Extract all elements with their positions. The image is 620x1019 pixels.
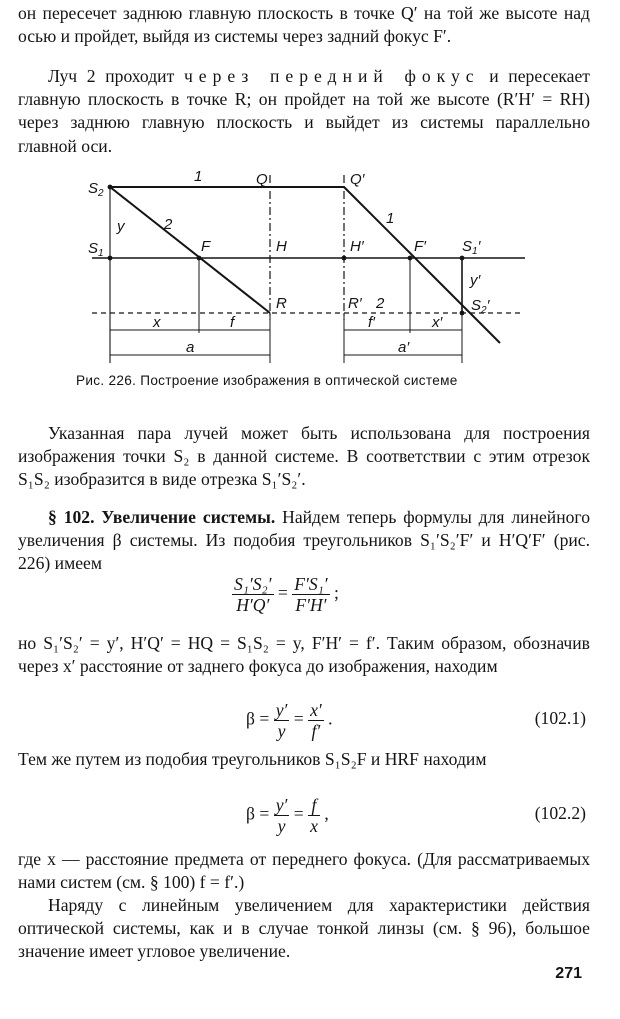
label-ray-1: 1 [194, 168, 203, 185]
label-a-prime: a′ [398, 339, 410, 356]
paragraph-2 [18, 65, 590, 158]
label-ray-2: 2 [164, 216, 173, 233]
section-number: § 102. [48, 507, 95, 527]
label-R: R [276, 295, 287, 312]
eq1-n2: x′ [310, 700, 322, 720]
section-title: Увеличение системы. [101, 507, 276, 527]
eq-ratio-right-num: F′S₁′ [294, 574, 328, 594]
eq1-tail: . [328, 708, 333, 729]
eq2-n2: f [308, 795, 320, 816]
paragraph-4: но S₁′S₂′ = y′, H′Q′ = HQ = S₁S₂ = y, F′H′ = f′. Таким образом, обозначив через x′ расстояние от заднего фокуса до изображения, находим [18, 633, 590, 677]
label-a: a [186, 339, 195, 356]
eq1-n1: y′ [275, 700, 288, 720]
equation-102-2: β = $\frac{y'}{y}$ = $\frac{f}{x}$ , [246, 795, 329, 836]
figure-caption: Рис. 226. Построение изображения в оптической системе [76, 373, 458, 388]
point-F [197, 256, 202, 261]
paragraph-2-lead: Луч 2 проходит [48, 66, 175, 86]
label-Q: Q [256, 171, 268, 188]
point-S1-prime [460, 256, 465, 261]
section-intro-text: Найдем теперь формулы для линейного увеличения β системы. Из подобия треугольников S₁′S₂′F′ и H′Q′F′ (рис. 226) имеем [18, 507, 591, 574]
paragraph-3: Указанная пара лучей может быть использована для построения изображения точки S₂ в данной системе. В соответствии с этим отрезок S₁S₂ изобразится в виде отрезка S₁′S₂′. [18, 423, 590, 490]
eq-ratio-left-den: H′Q′ [236, 595, 270, 615]
label-x: x [153, 314, 161, 331]
point-H-prime [342, 256, 347, 261]
eq2-n1: y′ [275, 795, 288, 815]
paragraph-7: Наряду с линейным увеличением для характеристики действия оптической системы, как и в случае тонкой линзы (см. § 96), большое значение имеет угловое увеличение. [18, 895, 590, 962]
paragraph-6: где x — расстояние предмета от переднего фокуса. (Для рассматриваемых нами систем (см. § 100) f = f′.) [18, 849, 590, 893]
equation-102-2-label: (102.2) [534, 803, 586, 823]
ray-2-line [110, 187, 270, 313]
eq-ratio-right-den: F′H′ [295, 595, 327, 615]
eq2-tail: , [324, 803, 329, 824]
eq1-beta: β = [246, 708, 270, 729]
label-F: F [201, 238, 211, 255]
label-Q-prime: Q′ [350, 171, 365, 188]
section-102-paragraph [18, 506, 590, 576]
paragraph-2-spaced: через передний фокус [183, 66, 480, 86]
point-S1 [108, 256, 113, 261]
equation-ratio: $\frac{\text{S₁′S₂′}}{H'Q'}$ = $\frac{\text{F′S₁′}}{F'H'}$ ; [234, 574, 339, 615]
eq2-d2: x [310, 816, 318, 836]
paragraph-5: Тем же путем из подобия треугольников S₁S₂F и HRF находим [18, 749, 487, 769]
label-H-prime: H′ [350, 238, 364, 255]
label-S2-prime: $S_2'$ [471, 297, 490, 316]
label-H: H [276, 238, 287, 255]
eq1-d1: y [277, 721, 286, 741]
optical-construction-figure [0, 165, 620, 365]
paragraph-1: он пересечет заднюю главную плоскость в точке Q′ на той же высоте над осью и пройдет, выйдя из системы через задний фокус F′. [18, 3, 590, 47]
page-number: 271 [555, 965, 582, 982]
label-S2: $S_2$ [88, 180, 104, 199]
eq2-beta: β = [246, 803, 270, 824]
label-F-prime: F′ [414, 238, 426, 255]
label-S1: $S_1$ [88, 240, 104, 259]
label-y: y [117, 218, 125, 235]
label-y-prime: y′ [470, 272, 481, 289]
label-S1-prime: $S_1'$ [462, 238, 481, 257]
point-F-prime [408, 256, 413, 261]
point-S2-prime [460, 311, 465, 316]
equation-102-1: β = $\frac{y'}{y}$ = $\frac{x'}{f'}$ . [246, 700, 333, 741]
point-S2 [108, 185, 113, 190]
eq-ratio-left-num: S₁′S₂′ [234, 574, 272, 594]
label-ray-1-exit: 1 [386, 210, 395, 227]
label-f-prime: f′ [368, 314, 375, 331]
label-f: f [230, 314, 235, 331]
eq2-d1: y [277, 816, 286, 836]
label-R-prime: R′ [348, 295, 362, 312]
label-ray-2-exit: 2 [376, 295, 385, 312]
eq-ratio-tail: ; [334, 582, 339, 603]
paragraph-2-rest: и пересекает главную плоскость в точке R; он пройдет на той же высоте (R′H′ = RH) через заднюю главную плоскость и выйдет из системы параллельно главной оси. [18, 66, 590, 156]
equation-102-1-label: (102.1) [534, 708, 586, 728]
label-x-prime: x′ [432, 314, 443, 331]
eq1-d2: f′ [311, 721, 321, 741]
